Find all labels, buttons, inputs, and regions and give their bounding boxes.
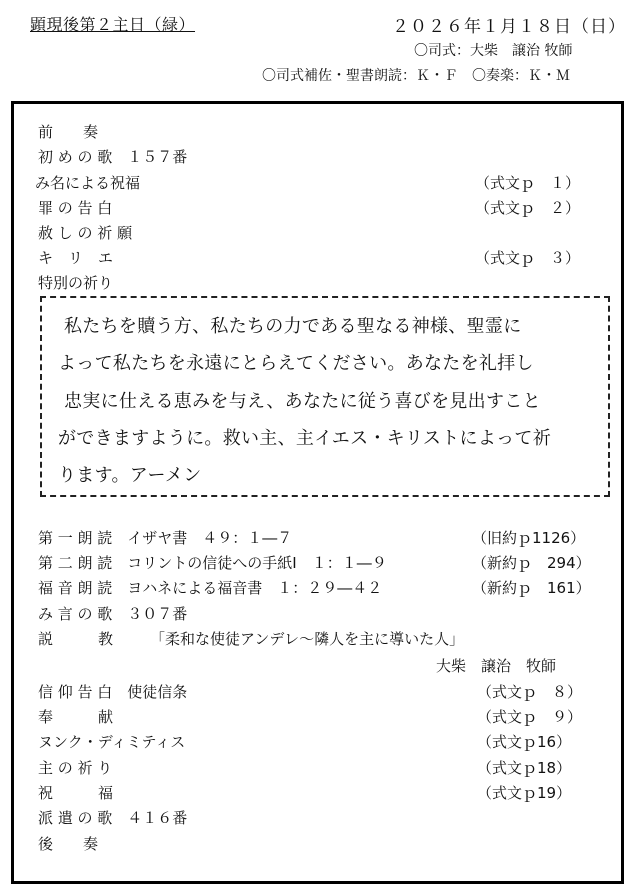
kyrie-ref: （式文ｐ ３） [475, 249, 581, 267]
sermon-title: 「柔和な使徒アンデレ～隣人を主に導いた人」 [150, 630, 465, 648]
word-hymn: み 言 の 歌 ３０７番 [38, 605, 188, 623]
order-opening-hymn: 初 め の 歌 １５７番 [38, 148, 188, 166]
lords-prayer: 主 の 祈 り [38, 759, 113, 777]
nunc-dimittis-ref: （式文ｐ16） [477, 733, 572, 751]
prayer-line: ができますように。救い主、主イエス・キリストによって祈 [58, 428, 552, 449]
second-reading: 第 二 朗 読 コリントの信徒への手紙Ⅰ １：１―９ [38, 554, 387, 572]
gospel-reading-ref: （新約ｐ 161） [472, 579, 591, 597]
service-date: ２０２６年１月１８日（日） [392, 17, 626, 37]
presider-line: 〇司式：大柴 譲治 牧師 [414, 43, 573, 59]
order-absolution: 赦 し の 祈 願 [38, 224, 133, 242]
postlude: 後 奏 [38, 835, 99, 853]
prayer-line: 忠実に仕える恵みを与え、あなたに従う喜びを見出すこと [64, 391, 541, 412]
first-reading: 第 一 朗 読 イザヤ書 ４９：１―７ [38, 529, 293, 547]
prayer-line: よって私たちを永遠にとらえてください。あなたを礼拝し [58, 353, 534, 374]
second-reading-ref: （新約ｐ 294） [472, 554, 591, 572]
order-kyrie: キ リ エ [38, 249, 114, 267]
blessing: 祝 福 [38, 784, 114, 802]
creed-ref: （式文ｐ ８） [477, 683, 583, 701]
assistants-line: 〇司式補佐・聖書朗読：Ｋ・Ｆ 〇奏楽：Ｋ・Ｍ [262, 68, 570, 84]
order-prelude: 前 奏 [38, 123, 99, 141]
prayer-line: ります。アーメン [58, 465, 202, 486]
offering-ref: （式文ｐ ９） [477, 708, 583, 726]
special-prayer-box [40, 296, 610, 497]
order-special-prayer: 特別の祈り [38, 274, 114, 292]
gospel-reading: 福 音 朗 読 ヨハネによる福音書 １：２９―４２ [38, 579, 383, 597]
sermon-preacher: 大柴 譲治 牧師 [436, 657, 557, 675]
confession-ref: （式文ｐ ２） [475, 199, 581, 217]
order-invocation: み名による祝福 [35, 174, 141, 192]
lords-prayer-ref: （式文ｐ18） [477, 759, 572, 777]
prayer-line: 私たちを贖う方、私たちの力である聖なる神様、聖霊に [64, 316, 522, 337]
blessing-ref: （式文ｐ19） [477, 784, 572, 802]
invocation-ref: （式文ｐ １） [475, 174, 581, 192]
sermon-label: 説 教 [38, 630, 114, 648]
first-reading-ref: （旧約ｐ1126） [472, 529, 586, 547]
offering: 奉 献 [38, 708, 114, 726]
sending-hymn: 派 遣 の 歌 ４１６番 [38, 809, 188, 827]
service-title: 顕現後第２主日（緑） [30, 15, 196, 34]
order-confession: 罪 の 告 白 [38, 199, 113, 217]
nunc-dimittis: ヌンク・ディミティス [38, 733, 186, 751]
creed: 信 仰 告 白 使徒信条 [38, 683, 188, 701]
